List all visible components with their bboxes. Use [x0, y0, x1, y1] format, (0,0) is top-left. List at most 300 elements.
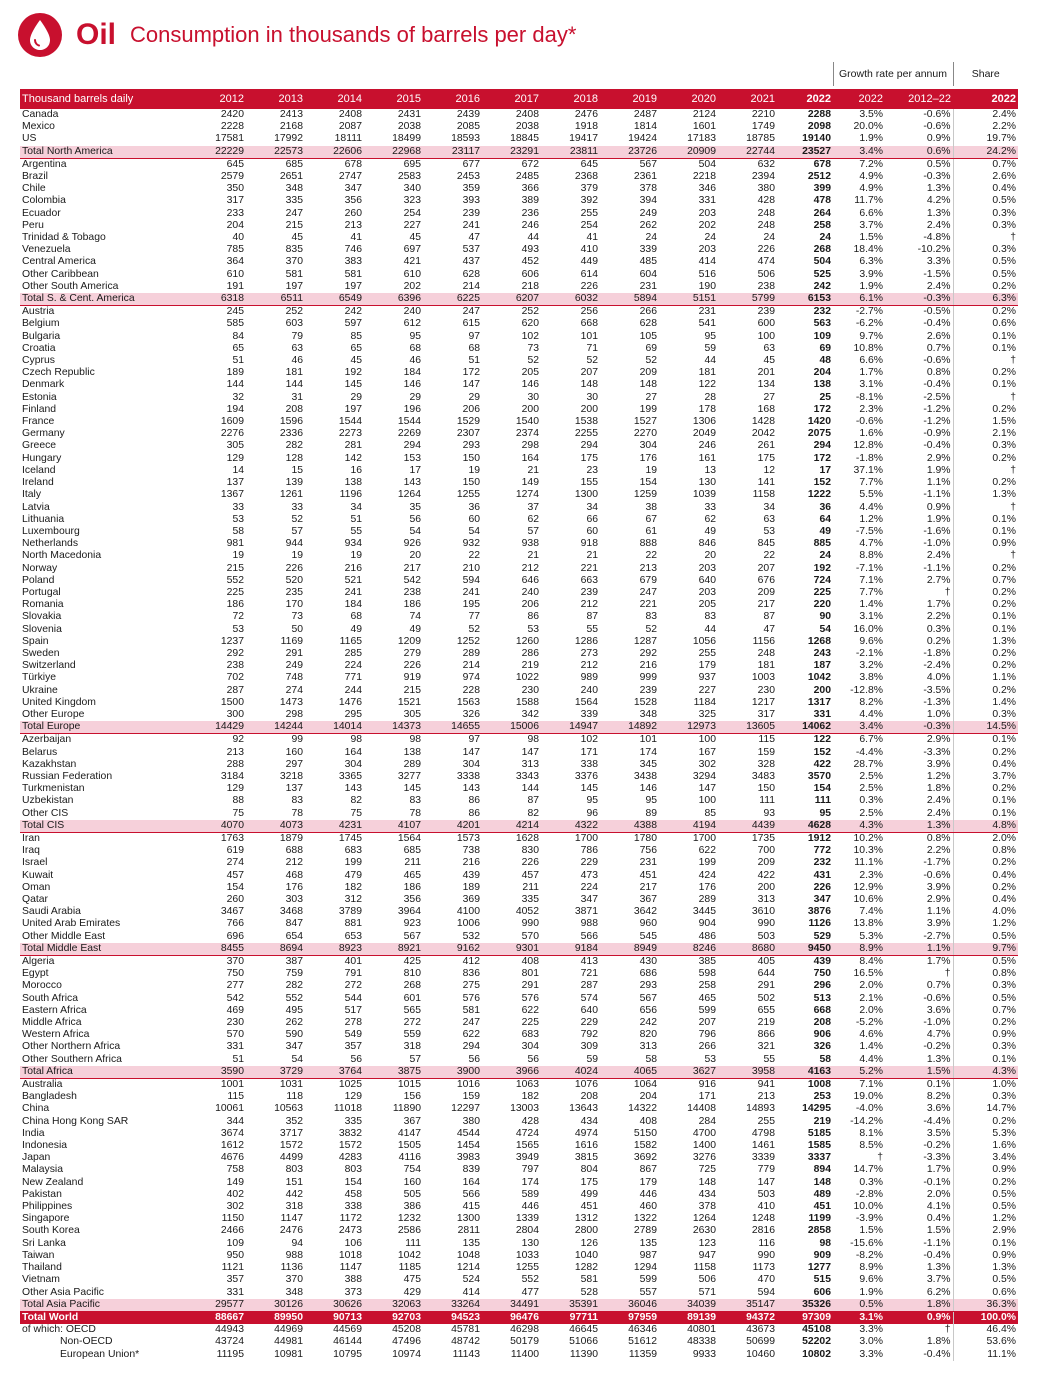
- value-cell: 8923: [305, 943, 364, 956]
- value-cell: 894: [813, 1164, 831, 1176]
- share-cell: 0.7%: [953, 575, 1018, 587]
- value-cell: 6511: [246, 293, 305, 306]
- value-cell: 11195: [216, 1348, 244, 1360]
- value-cell: 452: [521, 256, 539, 268]
- value-cell: 168: [757, 403, 775, 415]
- value-cell: 205: [698, 599, 716, 611]
- value-cell: 525: [813, 268, 831, 280]
- value-cell: 138: [813, 379, 831, 391]
- value-cell: 220: [813, 599, 831, 611]
- value-cell: 1150: [221, 1213, 244, 1225]
- growth-cell: 2.0%: [859, 1004, 883, 1016]
- growth-cell: 7.4%: [859, 906, 883, 918]
- growth-cell: 2.2%: [926, 845, 951, 857]
- value-cell: 154: [344, 1176, 362, 1188]
- row-label: Central America: [22, 256, 96, 268]
- value-cell: 8246: [659, 943, 718, 956]
- row-label: Ukraine: [22, 684, 58, 696]
- value-cell: 209: [757, 586, 775, 598]
- row-label: South Africa: [22, 992, 79, 1004]
- row-label: Trinidad & Tobago: [22, 232, 106, 244]
- growth-cell: 4.4%: [859, 708, 883, 720]
- value-cell: 756: [639, 845, 657, 857]
- value-cell: 394: [639, 195, 657, 207]
- value-cell: 318: [285, 1201, 303, 1213]
- value-cell: 2228: [220, 121, 244, 133]
- value-cell: 1400: [692, 1140, 716, 1152]
- table-row: [20, 1164, 1018, 1176]
- page-title: Oil: [76, 18, 117, 51]
- value-cell: 4700: [692, 1127, 716, 1139]
- value-cell: 115: [758, 734, 775, 746]
- growth-cell: 2.5%: [859, 807, 883, 819]
- value-cell: 45108: [802, 1324, 831, 1336]
- share-cell: 4.0%: [953, 906, 1018, 918]
- value-cell: 52: [645, 355, 657, 367]
- share-cell: 1.3%: [953, 489, 1018, 501]
- value-cell: 29: [468, 391, 480, 403]
- value-cell: 248: [757, 207, 775, 219]
- value-cell: 47: [468, 232, 480, 244]
- table-row: [20, 1116, 1018, 1128]
- value-cell: 346: [698, 183, 716, 195]
- row-label: Spain: [22, 635, 49, 647]
- value-cell: 2368: [574, 171, 598, 183]
- value-cell: 565: [403, 1004, 421, 1016]
- table-row: [20, 1054, 1018, 1066]
- table-row: [20, 1128, 1018, 1140]
- value-cell: 645: [580, 158, 598, 170]
- value-cell: 83: [291, 795, 303, 807]
- value-cell: 688: [285, 845, 303, 857]
- growth-cell: -6.2%: [855, 318, 883, 330]
- value-cell: 347: [285, 1041, 303, 1053]
- value-cell: 29: [350, 391, 362, 403]
- growth-cell: 0.1%: [926, 1079, 951, 1091]
- value-cell: 282: [285, 440, 303, 452]
- share-cell: 0.2%: [953, 660, 1018, 672]
- value-cell: 78: [291, 807, 303, 819]
- value-cell: 238: [757, 280, 775, 292]
- row-label: Luxembourg: [22, 525, 80, 537]
- value-cell: 678: [344, 158, 362, 170]
- value-cell: 19: [291, 550, 303, 562]
- growth-cell: 1.9%: [859, 280, 883, 292]
- value-cell: 38: [645, 501, 657, 513]
- value-cell: 197: [344, 280, 362, 292]
- value-cell: 226: [521, 857, 539, 869]
- value-cell: 148: [813, 1176, 831, 1188]
- share-cell: 0.1%: [953, 331, 1018, 343]
- value-cell: 428: [757, 195, 775, 207]
- value-cell: 62: [527, 513, 539, 525]
- row-label: Algeria: [22, 956, 55, 968]
- value-cell: 1780: [633, 832, 657, 844]
- value-cell: 164: [462, 1176, 480, 1188]
- value-cell: 32: [232, 391, 244, 403]
- growth-cell: 4.2%: [926, 195, 951, 207]
- share-cell: 0.3%: [953, 244, 1018, 256]
- value-cell: 4024: [541, 1066, 600, 1079]
- value-cell: 40801: [687, 1324, 716, 1336]
- value-cell: 14295: [802, 1103, 831, 1115]
- value-cell: 603: [285, 318, 303, 330]
- value-cell: 1274: [515, 489, 539, 501]
- value-cell: 207: [757, 562, 775, 574]
- share-cell: 0.5%: [953, 1201, 1018, 1213]
- value-cell: 179: [639, 1176, 657, 1188]
- value-cell: 399: [813, 183, 831, 195]
- value-cell: 57: [291, 525, 303, 537]
- value-cell: 240: [403, 306, 421, 318]
- value-cell: 101: [580, 330, 598, 342]
- value-cell: 225: [226, 586, 244, 598]
- row-label: Germany: [22, 428, 65, 440]
- value-cell: 66: [586, 513, 598, 525]
- share-cell: 5.3%: [953, 1128, 1018, 1140]
- value-cell: 542: [226, 992, 244, 1004]
- row-label: Norway: [22, 562, 58, 574]
- value-cell: 721: [580, 968, 598, 980]
- value-cell: 2466: [220, 1225, 244, 1237]
- value-cell: 389: [521, 195, 539, 207]
- value-cell: 4628: [777, 820, 833, 833]
- value-cell: 835: [285, 244, 303, 256]
- value-cell: 1294: [633, 1262, 657, 1274]
- value-cell: 69: [819, 342, 831, 354]
- value-cell: 33: [291, 501, 303, 513]
- share-cell: 53.6%: [953, 1336, 1018, 1348]
- value-cell: 14408: [687, 1103, 716, 1115]
- value-cell: 98: [527, 734, 539, 746]
- value-cell: 94523: [451, 1311, 480, 1323]
- value-cell: 19: [468, 464, 480, 476]
- value-cell: 335: [344, 1115, 362, 1127]
- value-cell: 294: [580, 440, 598, 452]
- value-cell: 1056: [692, 635, 716, 647]
- value-cell: 2288: [807, 109, 831, 120]
- value-cell: 2476: [574, 109, 598, 120]
- value-cell: 3871: [574, 906, 598, 918]
- row-label: France: [22, 416, 55, 428]
- value-cell: 68: [409, 342, 421, 354]
- value-cell: 56: [468, 1053, 480, 1065]
- growth-cell: -1.5%: [923, 268, 951, 280]
- value-cell: 5799: [718, 293, 777, 306]
- value-cell: 990: [757, 918, 775, 930]
- growth-cell: 3.7%: [859, 219, 883, 231]
- value-cell: 3692: [633, 1152, 657, 1164]
- value-cell: 342: [521, 708, 539, 720]
- value-cell: 380: [757, 183, 775, 195]
- value-cell: 75: [232, 807, 244, 819]
- value-cell: 313: [639, 1041, 657, 1053]
- value-cell: 255: [698, 647, 716, 659]
- value-cell: 200: [757, 881, 775, 893]
- value-cell: 186: [403, 599, 421, 611]
- value-cell: 144: [226, 379, 244, 391]
- growth-cell: 2.3%: [859, 869, 883, 881]
- table-row: [20, 538, 1018, 550]
- share-cell: 0.2%: [953, 857, 1018, 869]
- value-cell: 204: [813, 367, 831, 379]
- value-cell: 620: [521, 318, 539, 330]
- share-cell: 1.2%: [953, 1213, 1018, 1225]
- value-cell: 10460: [746, 1348, 775, 1360]
- value-cell: 207: [580, 367, 598, 379]
- value-cell: 348: [285, 183, 303, 195]
- growth-cell: -1.3%: [923, 696, 951, 708]
- value-cell: 521: [344, 574, 362, 586]
- value-cell: 654: [285, 930, 303, 942]
- row-label: Total Africa: [20, 1066, 188, 1079]
- value-cell: 2630: [692, 1225, 716, 1237]
- value-cell: 614: [580, 268, 598, 280]
- value-cell: 950: [226, 1249, 244, 1261]
- value-cell: 86: [468, 795, 480, 807]
- value-cell: 422: [813, 758, 831, 770]
- growth-cell: 5.5%: [859, 489, 883, 501]
- growth-cell: 6.1%: [833, 293, 885, 306]
- growth-cell: -10.2%: [917, 244, 951, 256]
- value-cell: 1076: [574, 1079, 598, 1091]
- value-cell: 109: [813, 330, 831, 342]
- value-cell: 685: [285, 158, 303, 170]
- share-cell: 1.3%: [953, 636, 1018, 648]
- value-cell: 987: [639, 1249, 657, 1261]
- value-cell: 229: [580, 1017, 598, 1029]
- value-cell: 3339: [751, 1152, 775, 1164]
- growth-cell: -0.1%: [923, 1176, 951, 1188]
- value-cell: 44: [527, 232, 539, 244]
- growth-cell: 10.3%: [853, 845, 883, 857]
- value-cell: 766: [226, 918, 244, 930]
- value-cell: 866: [757, 1029, 775, 1041]
- value-cell: 2747: [338, 171, 362, 183]
- table-row: [20, 1324, 1018, 1336]
- value-cell: 32063: [364, 1299, 423, 1312]
- value-cell: 200: [580, 403, 598, 415]
- column-header: 2015: [396, 92, 421, 105]
- value-cell: 24: [819, 232, 831, 244]
- growth-cell: -1.1%: [923, 562, 951, 574]
- column-header: 2022: [858, 92, 883, 105]
- value-cell: 18499: [392, 133, 421, 145]
- value-cell: 401: [344, 956, 362, 968]
- value-cell: 503: [757, 1188, 775, 1200]
- row-label: Brazil: [22, 171, 48, 183]
- value-cell: 3438: [633, 770, 657, 782]
- value-cell: 241: [462, 219, 480, 231]
- value-cell: 328: [757, 758, 775, 770]
- value-cell: 468: [285, 869, 303, 881]
- value-cell: 457: [226, 869, 244, 881]
- row-label: Iraq: [22, 845, 40, 857]
- value-cell: 159: [757, 746, 775, 758]
- value-cell: 52: [291, 513, 303, 525]
- value-cell: 792: [580, 1029, 598, 1041]
- value-cell: 599: [698, 1004, 716, 1016]
- value-cell: 431: [813, 869, 831, 881]
- value-cell: 46346: [628, 1324, 657, 1336]
- value-cell: 253: [813, 1091, 831, 1103]
- value-cell: 470: [757, 1274, 775, 1286]
- value-cell: 235: [285, 586, 303, 598]
- share-cell: 1.3%: [953, 1262, 1018, 1274]
- value-cell: 622: [698, 845, 716, 857]
- growth-cell: 0.8%: [926, 832, 951, 844]
- value-cell: 48338: [687, 1336, 716, 1348]
- growth-cell: 2.2%: [926, 611, 951, 623]
- value-cell: 90713: [333, 1311, 362, 1323]
- value-cell: 1232: [397, 1213, 421, 1225]
- growth-cell: 11.7%: [854, 195, 883, 207]
- value-cell: 44: [704, 623, 716, 635]
- value-cell: 95: [409, 330, 421, 342]
- value-cell: 36: [468, 501, 480, 513]
- share-cell: †: [953, 502, 1018, 514]
- column-header: 2014: [337, 92, 362, 105]
- growth-cell: 2.0%: [859, 980, 883, 992]
- value-cell: 668: [580, 318, 598, 330]
- value-cell: 230: [226, 1017, 244, 1029]
- value-cell: 3964: [397, 906, 421, 918]
- row-label: Finland: [22, 403, 57, 415]
- value-cell: 230: [757, 684, 775, 696]
- value-cell: 224: [580, 881, 598, 893]
- value-cell: 3294: [692, 770, 716, 782]
- value-cell: 1018: [338, 1249, 362, 1261]
- value-cell: 51066: [569, 1336, 598, 1348]
- growth-cell: -0.6%: [923, 355, 951, 367]
- value-cell: 999: [639, 672, 657, 684]
- value-cell: 100: [698, 734, 716, 746]
- value-cell: 725: [698, 1164, 716, 1176]
- value-cell: 830: [521, 845, 539, 857]
- value-cell: 97309: [802, 1311, 831, 1323]
- value-cell: 615: [462, 318, 480, 330]
- value-cell: 13003: [510, 1103, 539, 1115]
- row-label: Switzerland: [22, 660, 76, 672]
- value-cell: 331: [813, 708, 831, 720]
- row-label: Czech Republic: [22, 367, 95, 379]
- value-cell: 215: [285, 219, 303, 231]
- value-cell: 696: [226, 930, 244, 942]
- value-cell: 202: [698, 219, 716, 231]
- value-cell: 89: [645, 807, 657, 819]
- value-cell: 1260: [515, 635, 539, 647]
- value-cell: 350: [226, 183, 244, 195]
- value-cell: 60: [586, 525, 598, 537]
- growth-cell: -4.4%: [923, 1115, 951, 1127]
- value-cell: 604: [639, 268, 657, 280]
- share-cell: 0.3%: [953, 440, 1018, 452]
- value-cell: 581: [462, 1004, 480, 1016]
- value-cell: 610: [226, 268, 244, 280]
- growth-cell: 1.7%: [926, 1164, 951, 1176]
- row-label: Turkmenistan: [22, 783, 85, 795]
- table-row: [20, 269, 1018, 281]
- row-label: Bulgaria: [22, 330, 61, 342]
- value-cell: 439: [813, 956, 831, 968]
- table-row: [20, 894, 1018, 906]
- value-cell: 517: [344, 1004, 362, 1016]
- value-cell: 88: [232, 795, 244, 807]
- value-cell: 748: [285, 672, 303, 684]
- value-cell: 65: [350, 342, 362, 354]
- value-cell: 1814: [633, 121, 657, 133]
- column-header: 2022: [806, 92, 831, 105]
- table-row: [20, 1201, 1018, 1213]
- value-cell: 57: [409, 1053, 421, 1065]
- row-label: Israel: [22, 857, 48, 869]
- value-cell: 53: [232, 513, 244, 525]
- growth-cell: 2.4%: [926, 550, 951, 562]
- value-cell: 14014: [305, 721, 364, 734]
- value-cell: 262: [639, 219, 657, 231]
- growth-cell: -15.6%: [850, 1237, 883, 1249]
- value-cell: 275: [462, 980, 480, 992]
- value-cell: 24: [819, 550, 831, 562]
- growth-cell: 8.5%: [859, 1140, 883, 1152]
- value-cell: 249: [639, 207, 657, 219]
- share-cell: 36.3%: [953, 1299, 1018, 1312]
- row-label: Italy: [22, 489, 42, 501]
- value-cell: 528: [580, 1286, 598, 1298]
- value-cell: 1126: [808, 918, 831, 930]
- value-cell: 137: [285, 783, 303, 795]
- row-label: Türkiye: [22, 672, 57, 684]
- table-row: [20, 392, 1018, 404]
- value-cell: 206: [521, 599, 539, 611]
- value-cell: 4974: [574, 1127, 598, 1139]
- value-cell: 200: [521, 403, 539, 415]
- value-cell: 147: [698, 783, 716, 795]
- value-cell: 304: [344, 758, 362, 770]
- value-cell: 1185: [398, 1262, 421, 1274]
- value-cell: 118: [286, 1091, 303, 1103]
- value-cell: 246: [698, 440, 716, 452]
- value-cell: 138: [403, 746, 421, 758]
- table-row: [20, 1213, 1018, 1225]
- value-cell: 102: [521, 330, 539, 342]
- value-cell: 2420: [220, 109, 244, 120]
- value-cell: 469: [226, 1004, 244, 1016]
- value-cell: 146: [403, 379, 421, 391]
- value-cell: 87: [527, 795, 539, 807]
- value-cell: 803: [344, 1164, 362, 1176]
- value-cell: 62: [704, 513, 716, 525]
- table-row: [20, 477, 1018, 489]
- value-cell: 567: [639, 158, 657, 170]
- growth-cell: 8.9%: [859, 1262, 883, 1274]
- value-cell: 151: [285, 1176, 303, 1188]
- value-cell: 59: [586, 1053, 598, 1065]
- value-cell: 906: [813, 1029, 831, 1041]
- value-cell: 154: [639, 477, 657, 489]
- value-cell: 414: [462, 1286, 480, 1298]
- growth-cell: -1.7%: [923, 857, 951, 869]
- value-cell: 934: [344, 538, 362, 550]
- table-row: [20, 1189, 1018, 1201]
- value-cell: 594: [757, 1286, 775, 1298]
- growth-cell: 3.8%: [859, 672, 883, 684]
- value-cell: 74: [409, 611, 421, 623]
- value-cell: 678: [813, 158, 831, 170]
- value-cell: 1006: [456, 918, 480, 930]
- value-cell: 247: [462, 306, 480, 318]
- value-cell: 115: [227, 1091, 244, 1103]
